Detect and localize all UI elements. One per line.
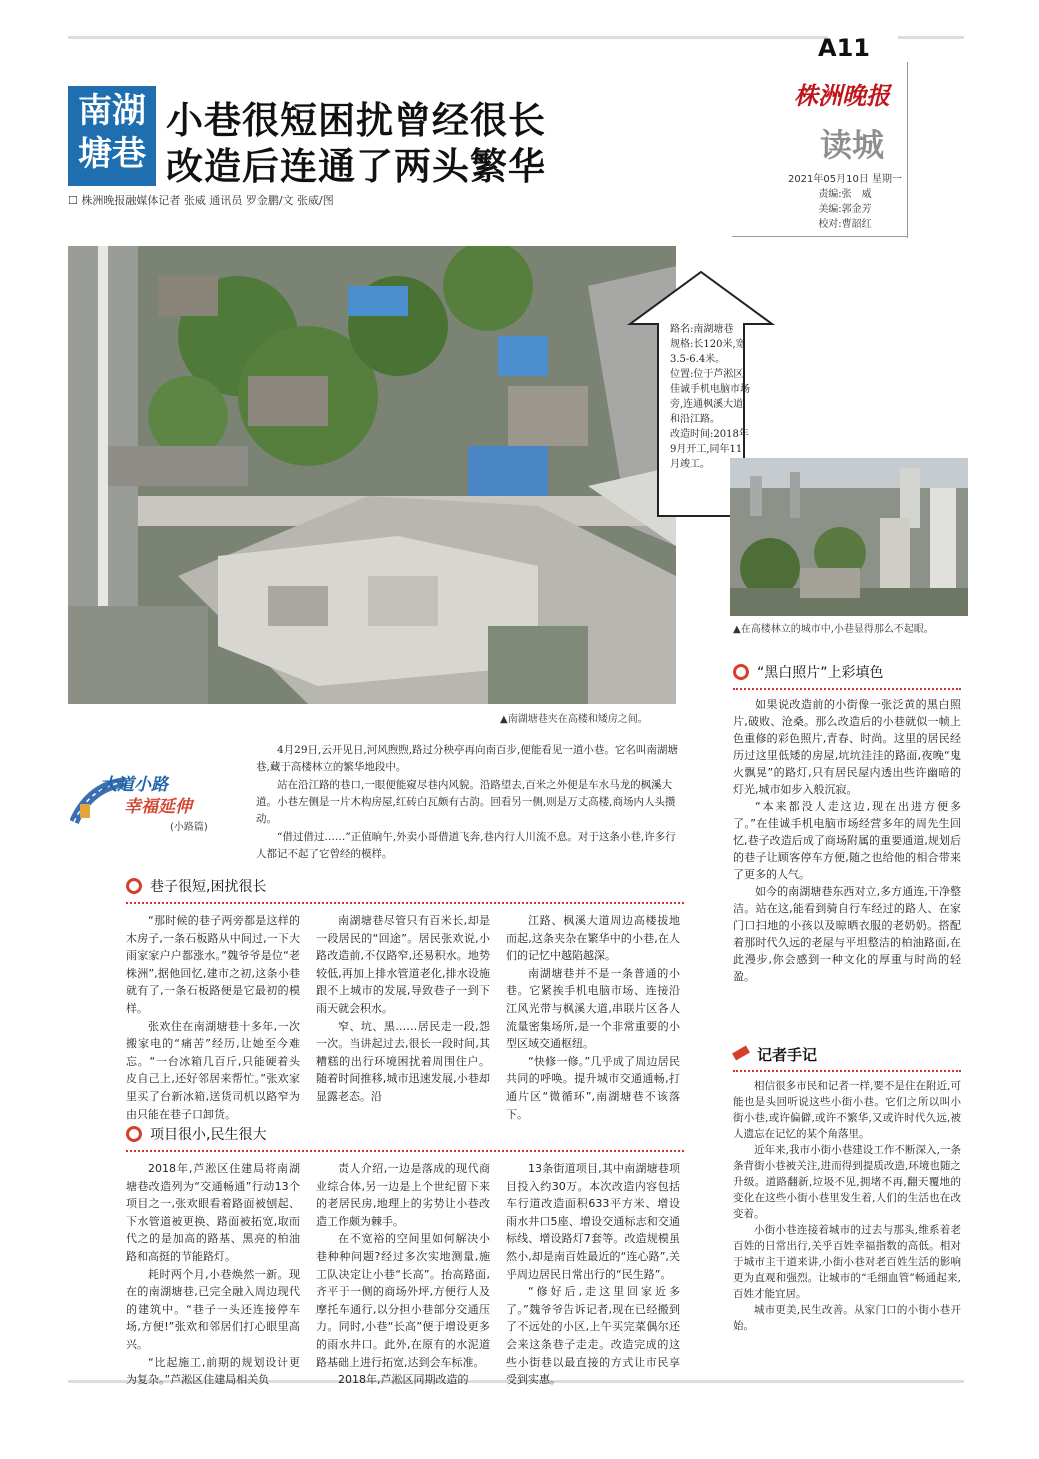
city-photo: [730, 458, 968, 616]
section2-col1: [126, 1160, 300, 1389]
info-time: 改造时间:2018年9月开工,同年11月竣工。: [670, 429, 749, 470]
logo-series: (小路篇): [170, 822, 208, 833]
section3-heading-text: “黑白照片”上彩填色: [757, 665, 884, 681]
section2-heading-text: 项目很小,民生很大: [150, 1127, 267, 1143]
paragraph: “那时候的巷子两旁都是这样的木房子,一条石板路从中间过,一下大雨家家户户都涨水。”魏爷爷是位“老株洲”,据他回忆,建市之初,这条小巷就有了,一条石板路便是它最初的模样。: [126, 914, 300, 1015]
paragraph: 在不宽裕的空间里如何解决小巷种种问题?经过多次实地测量,施工队决定让小巷“长高”。抬高路面,齐平于一侧的商场外坪,方便行人及摩托车通行,以分担小巷部分交通压力。同时,小巷“长高”便于增设更多的雨水井口。此外,在原有的水泥道路基础上进行拓宽,达到会车标准。: [316, 1232, 490, 1369]
section2-col3: [506, 1160, 680, 1389]
issue-date: 2021年05月10日 星期一: [787, 174, 903, 185]
section3-divider: [733, 688, 961, 690]
tag-line-2: 塘巷: [78, 134, 146, 174]
paragraph: 如果说改造前的小街像一张泛黄的黑白照片,破败、沧桑。那么改造后的小巷就似一帧上色重修的彩色照片,青春、时尚。这里的居民经历过这里低矮的房屋,坑坑洼洼的路面,夜晚“鬼火飘晃”的路灯,只有居民屋内透出些许幽暗的灯光,城市如步入般沉寂。: [733, 698, 961, 796]
paragraph: 相信很多市民和记者一样,要不是住在附近,可能也是头回听说这些小街小巷。它们之所以叫小街小巷,或许偏僻,或许不繁华,又或许时代久远,被人遗忘在记忆的某个角落里。: [733, 1080, 961, 1140]
masthead-rule: [732, 236, 908, 237]
headline-line-2: 改造后连通了两头繁华: [166, 145, 546, 188]
notes-heading: [733, 1044, 817, 1065]
paragraph: 责人介绍,一边是落成的现代商业综合体,另一边是上个世纪留下来的老居民房,地理上的劣势让小巷改造工作颇为棘手。: [316, 1162, 490, 1228]
paragraph: 窄、坑、黑……居民走一段,怨一次。当讲起过去,很长一段时间,其糟糕的出行环境困扰着周围住户。随着时间推移,城市迅速发展,小巷却显露老态。沿: [316, 1019, 490, 1103]
page-number: A11: [818, 34, 870, 62]
section2-heading: [126, 1124, 266, 1144]
intro-paragraph: “借过借过……”正值晌午,外卖小哥借道飞奔,巷内行人川流不息。对于这条小巷,许多行人都记不起了它曾经的模样。: [256, 831, 676, 860]
top-rule-right: [898, 36, 964, 39]
top-rule: [68, 36, 828, 39]
proofreader: 校对:曹韶红: [818, 219, 872, 230]
paragraph: 江路、枫溪大道周边高楼拔地而起,这条夹杂在繁华中的小巷,在人们的记忆中越陷越深。: [506, 914, 680, 963]
paragraph: 南湖塘巷尽管只有百米长,却是一段居民的“回途”。居民张欢说,小路改造前,不仅路窄,还易积水。地势较低,再加上排水管道老化,排水设施跟不上城市的发展,导致巷子一到下雨天就会积水。: [316, 914, 490, 1015]
section3-heading: [733, 662, 884, 682]
section1-heading: [126, 876, 266, 896]
section1-col3: [506, 912, 680, 1123]
notes-col: [733, 1078, 961, 1334]
tag-line-1: 南湖: [78, 91, 146, 131]
paragraph: 近年来,我市小街小巷建设工作不断深入,一条条背街小巷被关注,进而得到提质改造,环境也随之升级。道路翻新,垃圾不见,拥堵不再,翻天覆地的变化在这些小街小巷里发生着,人们的生活也在改变着。: [733, 1144, 961, 1220]
aerial-photo-drawing: [68, 246, 676, 704]
location-tag: [68, 86, 156, 186]
section-title: 读城: [819, 126, 884, 164]
city-photo-caption: ▲在高楼林立的城市中,小巷显得那么不起眼。: [733, 624, 934, 635]
paper-logo: 株洲晚报: [794, 82, 890, 110]
intro-paragraph: 站在沿江路的巷口,一眼便能窥尽巷内风貌。沿路望去,百米之外便是车水马龙的枫溪大道。小巷左侧是一片木构房屋,红砖白瓦颇有古韵。回看另一侧,则是万丈高楼,商场内人头攒动。: [256, 779, 676, 825]
section1-divider: [126, 902, 684, 904]
info-location: 位置:位于芦淞区佳诚手机电脑市场旁,连通枫溪大道和沿江路。: [670, 369, 750, 425]
aerial-photo: [68, 246, 676, 704]
notes-heading-text: 记者手记: [757, 1046, 818, 1064]
logo-line-1: 大道小路: [100, 775, 168, 795]
info-box: [664, 318, 758, 476]
byline: ☐ 株洲晚报融媒体记者 张威 通讯员 罗金鹏/文 张威/图: [68, 194, 334, 207]
section2-col2: [316, 1160, 490, 1389]
paragraph: 城市更美,民生改善。从家门口的小街小巷开始。: [733, 1304, 961, 1332]
section1-col2: [316, 912, 490, 1106]
series-logo: [70, 766, 240, 832]
paragraph: 13条街道项目,其中南湖塘巷项目投入约30万。本次改造内容包括车行道改造面积633平方米、增设雨水井口5座、增设交通标志和交通标线、增设路灯7套等。改造规模虽然小,却是南百姓最近的“连心路”,关乎周边居民日常出行的“民生路”。: [506, 1162, 680, 1281]
notes-divider: [733, 1070, 961, 1072]
circle-bullet-icon: [126, 1126, 142, 1142]
paragraph: 南湖塘巷并不是一条普通的小巷。它紧挨手机电脑市场、连接沿江风光带与枫溪大道,串联片区各人流量密集场所,是一个非常重要的小型区域交通枢纽。: [506, 966, 680, 1051]
paragraph: 2018年,芦淞区同期改造的: [338, 1373, 469, 1387]
circle-bullet-icon: [733, 664, 749, 680]
section1-col1: [126, 912, 300, 1123]
designer: 美编:郭金芳: [818, 204, 872, 215]
headline-line-1: 小巷很短困扰曾经很长: [166, 99, 546, 142]
section2-divider: [126, 1150, 684, 1152]
paragraph: “比起施工,前期的规划设计更为复杂。”芦淞区住建局相关负: [126, 1355, 300, 1387]
paragraph: “快修一修。”几乎成了周边居民共同的呼唤。提升城市交通通畅,打通片区“微循环”,南湖塘巷不该落下。: [506, 1054, 680, 1121]
paragraph: “修好后,走这里回家近多了。”魏爷爷告诉记者,现在已经搬到了不远处的小区,上午买完菜偶尔还会来这条巷子走走。改造完成的这些小街巷以最直接的方式让市民享受到实惠。: [506, 1285, 680, 1387]
paragraph: 耗时两个月,小巷焕然一新。现在的南湖塘巷,已完全融入周边现代的建筑中。“巷子一头还连接停车场,方便!”张欢和邻居们打心眼里高兴。: [126, 1267, 300, 1351]
logo-line-2: 幸福延伸: [124, 797, 192, 817]
info-name: 路名:南湖塘巷: [670, 324, 734, 335]
paragraph: “本来都没人走这边,现在出进方便多了。”在佳诚手机电脑市场经营多年的周先生回忆,巷子改造后成了商场附属的重要通道,规划后的巷子让顾客停车方便,随之也给他的相合带来了更多的人气。: [733, 800, 961, 881]
circle-bullet-icon: [126, 878, 142, 894]
paragraph: 张欢住在南湖塘巷十多年,一次搬家电的“痛苦”经历,让她至今难忘。“一台冰箱几百斤,只能硬着头皮自己上,还好邻居来帮忙。”张欢家里买了台新冰箱,送货司机以路窄为由只能在巷子口卸货。: [126, 1019, 300, 1121]
aerial-photo-caption: ▲南湖塘巷夹在高楼和矮房之间。: [500, 714, 648, 725]
section3-col: [733, 696, 961, 985]
paragraph: 如今的南湖塘巷东西对立,多方通连,干净整洁。站在这,能看到骑自行车经过的路人、在家门口扫地的小孩以及晾晒衣服的老奶奶。搭配着那时代久远的老屋与平坦整洁的柏油路面,在此漫步,你会感到一种文化的厚重与时尚的轻盈。: [733, 885, 961, 983]
intro-text: [256, 742, 682, 864]
pen-icon: [732, 1046, 750, 1061]
paragraph: 小街小巷连接着城市的过去与那头,维系着老百姓的日常出行,关乎百姓幸福指数的高低。相对于城市主干道来讲,小街小巷对老百姓生活的影响更为直观和强烈。让城市的“毛细血管”畅通起来,百姓才能宜居。: [733, 1224, 961, 1300]
paragraph: 2018年,芦淞区住建局将南湖塘巷改造列为“交通畅通”行动13个项目之一,张欢眼看着路面被刨起、下水管道被更换、路面被拓宽,取而代之的是加高的路基、黑亮的柏油路和高挺的节能路灯。: [126, 1162, 300, 1263]
city-photo-drawing: [730, 458, 968, 616]
info-spec: 规格:长120米,宽3.5-6.4米。: [670, 339, 746, 365]
intro-paragraph: 4月29日,云开见日,河风煦煦,路过分秧亭再向南百步,便能看见一道小巷。它名叫南湖塘巷,藏于高楼林立的繁华地段中。: [256, 744, 678, 773]
editor: 责编:张 威: [818, 189, 872, 200]
section1-heading-text: 巷子很短,困扰很长: [150, 879, 267, 895]
